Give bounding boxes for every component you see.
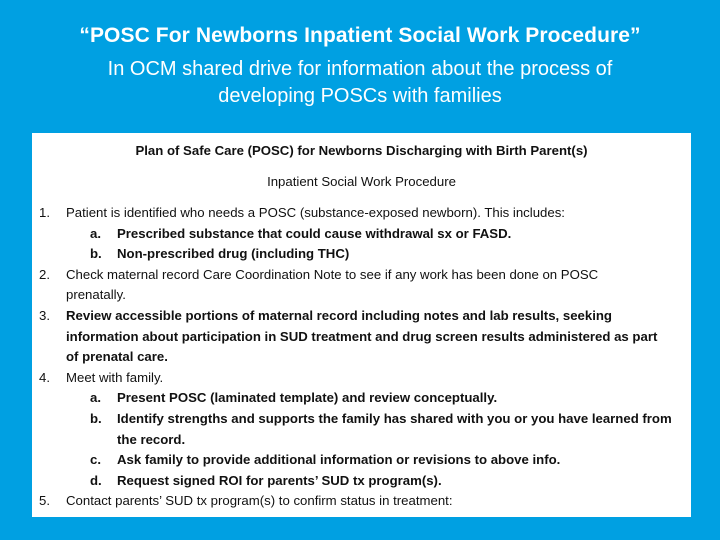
subitem-text: Present POSC (laminated template) and review conceptually. [117, 390, 498, 406]
subitem-text: Request signed ROI for parents’ SUD tx program(s). [117, 472, 442, 488]
slide-subtitle: In OCM shared drive for information about the process of developing POSCs with families [107, 58, 613, 107]
item-text: prenatally. [66, 287, 126, 303]
subitem-text: Non-prescribed drug (including THC) [117, 246, 350, 262]
subitem-letter: a. [90, 225, 101, 241]
subitem-letter: a. [90, 390, 101, 406]
document-subheading: Inpatient Social Work Procedure [267, 174, 456, 189]
item-text: Check maternal record Care Coordination Note to see if any work has been done on POSC [66, 266, 599, 282]
slide-title: “POSC For Newborns Inpatient Social Work Procedure” [79, 24, 641, 47]
item-number: 3. [39, 308, 50, 323]
item-text: information about participation in SUD treatment and drug screen results administered as part [66, 328, 658, 344]
item-number: 1. [39, 205, 50, 220]
item-text: Patient is identified who needs a POSC (substance-exposed newborn). This includes: [66, 205, 565, 220]
subitem-text: the record. [117, 431, 186, 447]
subitem-letter: d. [90, 472, 102, 488]
document-heading: Plan of Safe Care (POSC) for Newborns Discharging with Birth Parent(s) [135, 143, 588, 158]
subitem-letter: b. [90, 411, 102, 426]
item-number: 2. [39, 266, 50, 282]
subitem-letter: c. [90, 452, 101, 468]
subitem-text: Prescribed substance that could cause withdrawal sx or FASD. [117, 225, 512, 241]
subitem-text: Identify strengths and supports the family has shared with you or you have learned from [117, 411, 672, 426]
item-text: of prenatal care. [66, 349, 168, 365]
item-text: Meet with family. [66, 369, 164, 385]
item-text: Review accessible portions of maternal record including notes and lab results, seeking [66, 308, 612, 323]
item-number: 4. [39, 369, 50, 385]
item-text: Contact parents’ SUD tx program(s) to confirm status in treatment: [66, 493, 453, 509]
item-number: 5. [39, 493, 50, 509]
procedure-document [32, 133, 691, 517]
subitem-text: Ask family to provide additional information or revisions to above info. [117, 452, 561, 468]
subitem-letter: b. [90, 246, 102, 262]
